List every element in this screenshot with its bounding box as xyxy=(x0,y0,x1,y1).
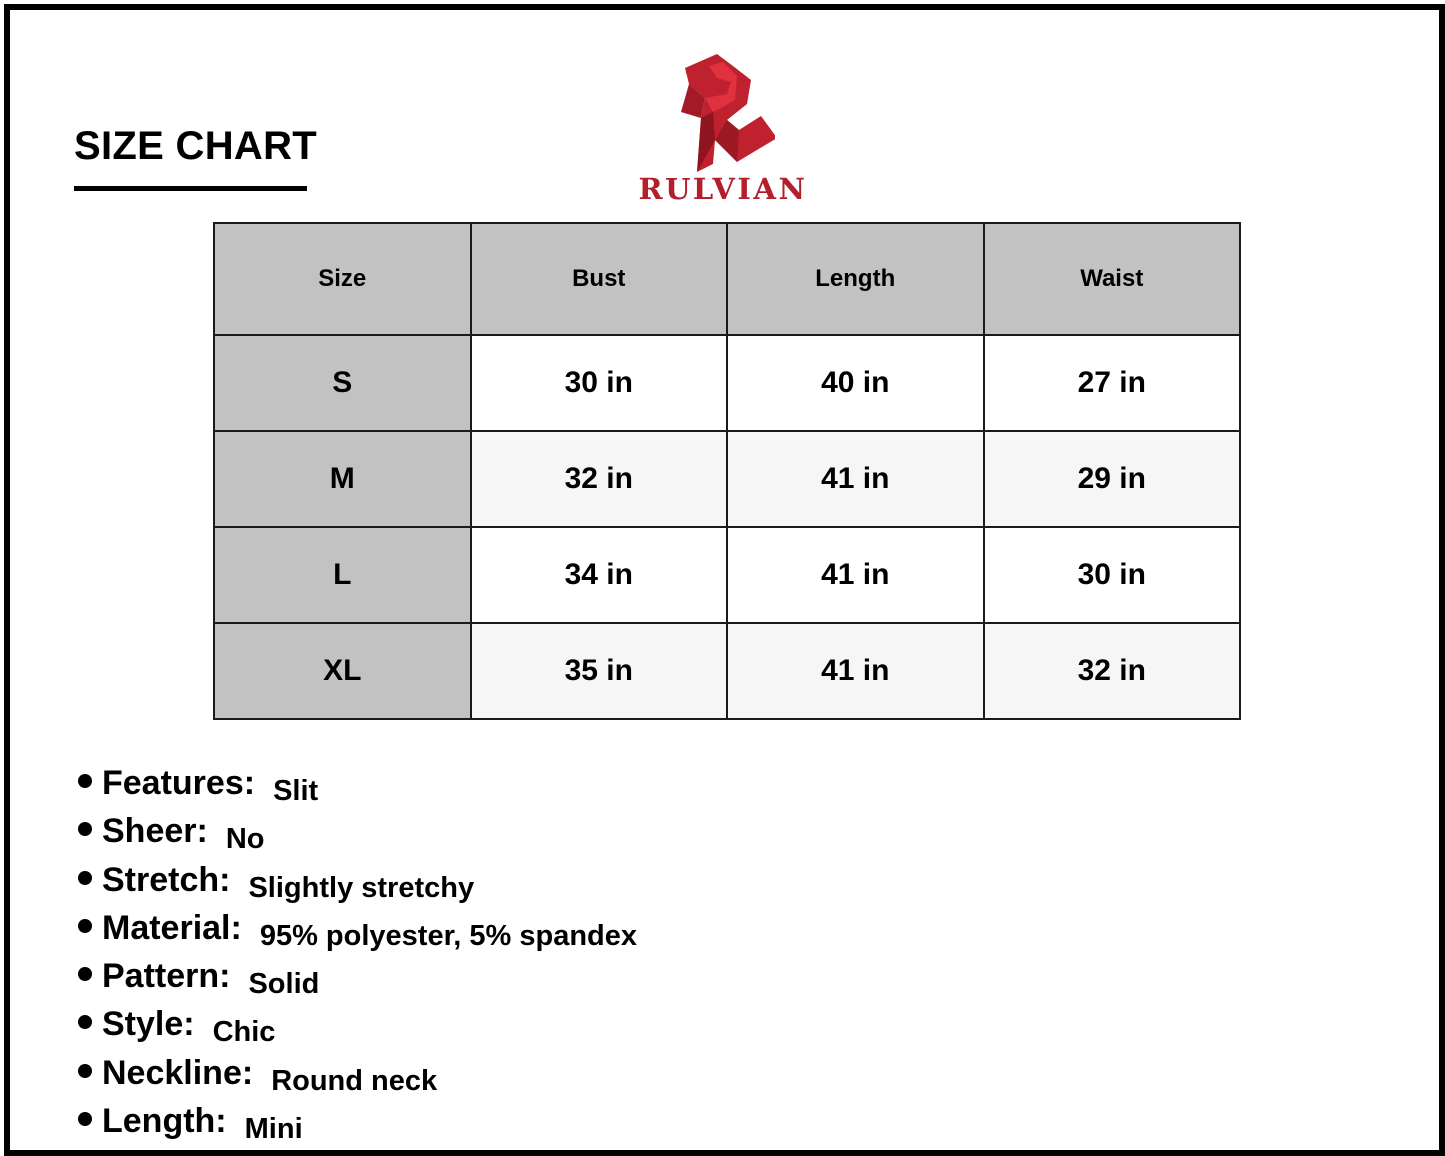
brand-name: RULVIAN xyxy=(638,172,808,206)
title-underline xyxy=(74,186,307,191)
waist-cell: 32 in xyxy=(984,623,1241,719)
length-cell: 41 in xyxy=(727,431,984,527)
attribute-value: Chic xyxy=(212,1016,276,1049)
bullet-icon xyxy=(78,1015,92,1029)
attribute-label: Features: xyxy=(102,764,256,802)
bullet-icon xyxy=(78,871,92,885)
page-title: SIZE CHART xyxy=(74,124,317,168)
attribute-label: Material: xyxy=(102,908,242,947)
attribute-label: Sheer: xyxy=(102,812,208,851)
size-cell: S xyxy=(214,335,471,431)
attribute-value: Slightly stretchy xyxy=(248,871,475,904)
attribute-label: Style: xyxy=(102,1005,195,1044)
bullet-icon xyxy=(78,822,92,836)
bullet-icon xyxy=(78,1064,92,1078)
column-header-waist: Waist xyxy=(984,223,1241,335)
bust-cell: 30 in xyxy=(471,335,728,431)
column-header-size: Size xyxy=(214,223,471,335)
attribute-label: Neckline: xyxy=(102,1053,254,1092)
attribute-value: Solid xyxy=(248,968,320,1001)
attribute-value: No xyxy=(225,823,265,856)
bust-cell: 32 in xyxy=(471,431,728,527)
bust-cell: 35 in xyxy=(471,623,728,719)
bullet-icon xyxy=(78,1112,92,1126)
length-cell: 41 in xyxy=(727,527,984,623)
length-cell: 40 in xyxy=(727,335,984,431)
bullet-icon xyxy=(78,967,92,981)
attribute-label: Stretch: xyxy=(102,860,231,899)
column-header-length: Length xyxy=(727,223,984,335)
size-cell: M xyxy=(214,431,471,527)
size-cell: XL xyxy=(214,623,471,719)
attribute-value: Round neck xyxy=(271,1064,438,1097)
attribute-label: Pattern: xyxy=(102,957,231,996)
red-angular-r-logo-icon xyxy=(675,54,775,172)
size-chart-table xyxy=(213,222,1241,720)
table-row xyxy=(214,335,1240,431)
brand-logo xyxy=(623,54,823,214)
bullet-icon xyxy=(78,774,92,788)
table-row xyxy=(214,527,1240,623)
size-cell: L xyxy=(214,527,471,623)
bust-cell: 34 in xyxy=(471,527,728,623)
waist-cell: 27 in xyxy=(984,335,1241,431)
page-frame xyxy=(4,4,1445,1156)
bullet-icon xyxy=(78,919,92,933)
table-row xyxy=(214,623,1240,719)
waist-cell: 30 in xyxy=(984,527,1241,623)
attribute-value: Slit xyxy=(273,775,319,807)
attribute-label: Length: xyxy=(102,1102,227,1141)
column-header-bust: Bust xyxy=(471,223,728,335)
table-header-row xyxy=(214,223,1240,335)
attribute-value: 95% polyester, 5% spandex xyxy=(259,919,638,952)
table-row xyxy=(214,431,1240,527)
waist-cell: 29 in xyxy=(984,431,1241,527)
attribute-value: Mini xyxy=(244,1113,303,1146)
length-cell: 41 in xyxy=(727,623,984,719)
